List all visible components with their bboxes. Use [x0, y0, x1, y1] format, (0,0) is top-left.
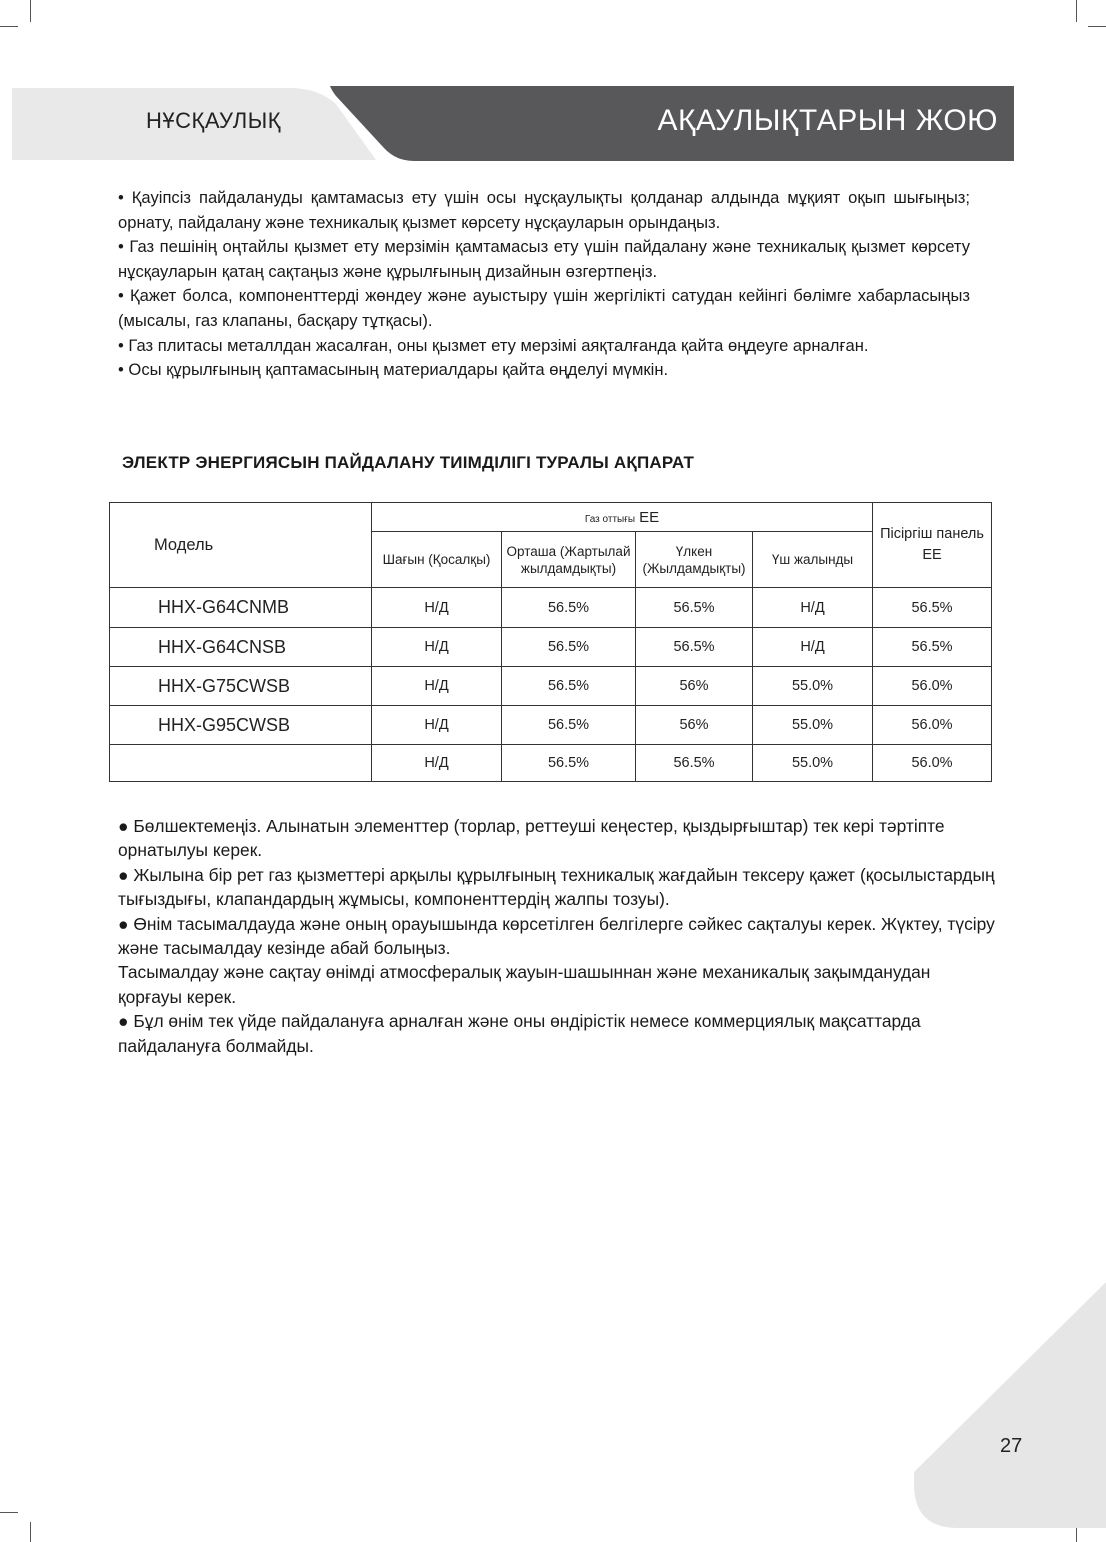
- medium-cell: 56.5%: [502, 745, 636, 782]
- hob-cell: 56.0%: [873, 745, 992, 782]
- triple-cell: Н/Д: [753, 628, 873, 667]
- model-header: Модель: [110, 503, 372, 588]
- large-cell: 56.5%: [636, 588, 753, 628]
- small-cell: Н/Д: [372, 628, 502, 667]
- large-cell: 56.5%: [636, 628, 753, 667]
- table-row: [110, 588, 992, 628]
- table-row: [110, 745, 992, 782]
- notes-section: [118, 814, 998, 1058]
- page-corner-shape: [906, 1282, 1106, 1542]
- intro-section: [118, 186, 970, 383]
- header-right-title: АҚАУЛЫҚТАРЫН ЖОЮ: [657, 104, 998, 137]
- intro-paragraph: • Газ пешінің оңтайлы қызмет ету мерзімін қамтамасыз ету үшін пайдалану және техникалық қызмет көрсету нұсқауларын қатаң сақтаңыз және құрылғының дизайнын өзгертпеңіз.: [118, 237, 970, 281]
- page-number: 27: [1000, 1435, 1023, 1457]
- model-cell: HHX-G64CNMB: [110, 588, 372, 628]
- triple-cell: 55.0%: [753, 745, 873, 782]
- small-cell: Н/Д: [372, 588, 502, 628]
- hob-cell: 56.5%: [873, 588, 992, 628]
- table-row: [110, 628, 992, 667]
- hob-cell: 56.0%: [873, 706, 992, 745]
- medium-cell: 56.5%: [502, 667, 636, 706]
- intro-paragraph: • Қауіпсіз пайдалануды қамтамасыз ету үшін осы нұсқаулықты қолданар алдында мұқият оқып шығыңыз; орнату, пайдалану және техникалық қызмет көрсету нұсқауларын орындаңыз.: [118, 188, 970, 232]
- intro-paragraph: • Газ плитасы металлдан жасалған, оны қызмет ету мерзімі аяқталғанда қайта өңдеуге арналған.: [118, 335, 869, 355]
- note-paragraph: ● Бөлшектемеңіз. Алынатын элементтер (торлар, реттеуші кеңестер, қыздырғыштар) тек кері тәртіпте орнатылуы керек.: [118, 816, 945, 861]
- triple-cell: 55.0%: [753, 706, 873, 745]
- triple-burner-header: Үш жалынды: [753, 532, 873, 588]
- efficiency-table: [109, 502, 992, 782]
- table-header-row: [110, 503, 992, 532]
- header-left-title: НҰСҚАУЛЫҚ: [146, 108, 282, 133]
- intro-paragraph: • Осы құрылғының қаптамасының материалдары қайта өңделуі мүмкін.: [118, 360, 669, 380]
- model-cell: HHX-G75CWSB: [110, 667, 372, 706]
- gas-burner-header-label: Газ оттығы: [584, 513, 636, 525]
- header-shapes: [0, 0, 1106, 170]
- hob-cell: 56.5%: [873, 628, 992, 667]
- note-paragraph: Тасымалдау және сақтау өнімді атмосфералық жауын-шашыннан және механикалық зақымданудан қорғауы керек.: [118, 962, 931, 1007]
- large-burner-header: Үлкен (Жылдамдықты): [636, 532, 753, 588]
- hob-ee-header: Пісіргіш панель ЕЕ: [873, 503, 992, 588]
- small-cell: Н/Д: [372, 745, 502, 782]
- note-paragraph: ● Өнім тасымалдауда және оның орауышында көрсетілген белгілерге сәйкес сақталуы керек. Жүктеу, түсіру және тасымалдау кезінде абай болыңыз.: [118, 913, 995, 959]
- note-paragraph: ● Бұл өнім тек үйде пайдалануға арналған және оны өндірістік немесе коммерциялық мақсаттарда пайдалануға болмайды.: [118, 1011, 921, 1056]
- triple-cell: Н/Д: [753, 588, 873, 628]
- table-row: [110, 706, 992, 745]
- gas-burner-header-ee: EE: [639, 508, 660, 526]
- hob-cell: 56.0%: [873, 667, 992, 706]
- large-cell: 56%: [636, 667, 753, 706]
- model-cell: HHX-G95CWSB: [110, 706, 372, 745]
- gas-burner-header: [372, 503, 873, 532]
- page-header: [0, 0, 1106, 170]
- section-title: ЭЛЕКТР ЭНЕРГИЯСЫН ПАЙДАЛАНУ ТИІМДІЛІГІ ТУРАЛЫ АҚПАРАТ: [122, 453, 695, 472]
- large-cell: 56%: [636, 706, 753, 745]
- triple-cell: 55.0%: [753, 667, 873, 706]
- note-paragraph: ● Жылына бір рет газ қызметтері арқылы құрылғының техникалық жағдайын тексеру қажет (қосылыстардың тығыздығы, клапандардың жұмысы, компоненттердің жалпы тозуы).: [118, 864, 995, 910]
- crop-mark: [0, 1512, 18, 1513]
- small-burner-header: Шағын (Қосалқы): [372, 532, 502, 588]
- medium-cell: 56.5%: [502, 706, 636, 745]
- medium-burner-header: Орташа (Жартылай жылдамдықты): [502, 532, 636, 588]
- small-cell: Н/Д: [372, 667, 502, 706]
- model-cell: [110, 745, 372, 782]
- small-cell: Н/Д: [372, 706, 502, 745]
- medium-cell: 56.5%: [502, 628, 636, 667]
- medium-cell: 56.5%: [502, 588, 636, 628]
- model-cell: HHX-G64CNSB: [110, 628, 372, 667]
- intro-paragraph: • Қажет болса, компоненттерді жөндеу және ауыстыру үшін жергілікті сатудан кейінгі бөлімге хабарласыңыз (мысалы, газ клапаны, басқару тұтқасы).: [118, 286, 970, 330]
- crop-mark: [30, 1522, 31, 1542]
- large-cell: 56.5%: [636, 745, 753, 782]
- table-row: [110, 667, 992, 706]
